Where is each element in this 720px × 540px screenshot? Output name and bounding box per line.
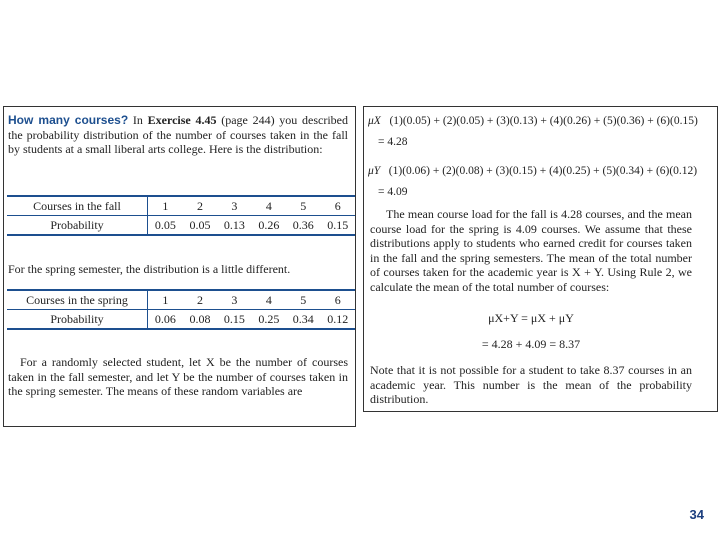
fall-course-cell: 6 [321,196,355,216]
fall-course-cell: 4 [252,196,286,216]
spring-prob-cell: 0.25 [252,310,286,330]
spring-prob-cell: 0.34 [286,310,320,330]
explanation-paragraph: The mean course load for the fall is 4.28 courses, and the mean course load for the spring is 4.09 courses. We assume that these distributions apply to students who earned credit for courses taken in the fall and the spring semesters. The mean of the total number of courses taken for the academic year is X + Y. Using Rule 2, we calculate the mean of the total number of courses: [370,207,692,294]
spring-prob-cell: 0.06 [148,310,183,330]
fall-prob-cell: 0.26 [252,216,286,236]
page-number: 34 [689,507,704,522]
mu-y-line [368,165,697,177]
fall-courses-row [7,196,355,216]
spring-course-cell: 5 [286,290,320,310]
mu-x-expression: (1)(0.05) + (2)(0.05) + (3)(0.13) + (4)(0.26) + (5)(0.36) + (6)(0.15) [389,115,698,127]
fall-prob-cell: 0.05 [148,216,183,236]
intro-paragraph [8,113,348,157]
spring-course-cell: 3 [217,290,251,310]
intro-text-2: (page 244) you described the probability distribution of the number of courses taken in the fall by students at a small liberal arts college. Here is the distribution: [8,113,349,156]
exercise-ref: Exercise 4.45 [147,113,217,127]
spring-course-cell: 1 [148,290,183,310]
mu-y-result: = 4.09 [378,186,408,198]
spring-intro: For the spring semester, the distribution is a little different. [8,262,291,276]
fall-prob-cell: 0.15 [321,216,355,236]
intro-lead: How many courses? [8,113,129,127]
spring-prob-cell: 0.15 [217,310,251,330]
mu-x-symbol: μX [368,115,381,127]
closing-paragraph: For a randomly selected student, let X be the number of courses taken in the fall semester, and let Y be the number of courses taken in the spring semester. The means of these random variables are [8,355,348,398]
spring-probability-row [7,310,355,330]
fall-courses-label: Courses in the fall [7,196,148,216]
fall-course-cell: 1 [148,196,183,216]
fall-prob-cell: 0.13 [217,216,251,236]
mu-y-expression: (1)(0.06) + (2)(0.08) + (3)(0.15) + (4)(0.25) + (5)(0.34) + (6)(0.12) [388,165,698,177]
spring-course-cell: 2 [183,290,217,310]
fall-course-cell: 5 [286,196,320,216]
mu-y-symbol: μY [368,165,381,177]
spring-courses-label: Courses in the spring [7,290,148,310]
spring-probability-label: Probability [7,310,148,330]
right-text-panel [363,106,718,412]
spring-prob-cell: 0.08 [183,310,217,330]
fall-prob-cell: 0.05 [183,216,217,236]
note-paragraph: Note that it is not possible for a student to take 8.37 courses in an academic year. This number is the mean of the probability distribution. [370,363,692,406]
fall-probability-row [7,216,355,236]
formula-line-1: μX+Y = μX + μY [488,311,574,325]
left-text-panel [3,106,356,427]
spring-prob-cell: 0.12 [321,310,355,330]
formula-line-2: = 4.28 + 4.09 = 8.37 [481,337,581,351]
mu-x-line [368,115,698,127]
spring-distribution-table [7,289,355,330]
fall-probability-label: Probability [7,216,148,236]
spring-course-cell: 6 [321,290,355,310]
fall-course-cell: 2 [183,196,217,216]
fall-distribution-table [7,195,355,236]
intro-text-1: In [128,113,148,127]
spring-course-cell: 4 [252,290,286,310]
spring-courses-row [7,290,355,310]
mu-x-result: = 4.28 [378,136,408,148]
fall-prob-cell: 0.36 [286,216,320,236]
fall-course-cell: 3 [217,196,251,216]
